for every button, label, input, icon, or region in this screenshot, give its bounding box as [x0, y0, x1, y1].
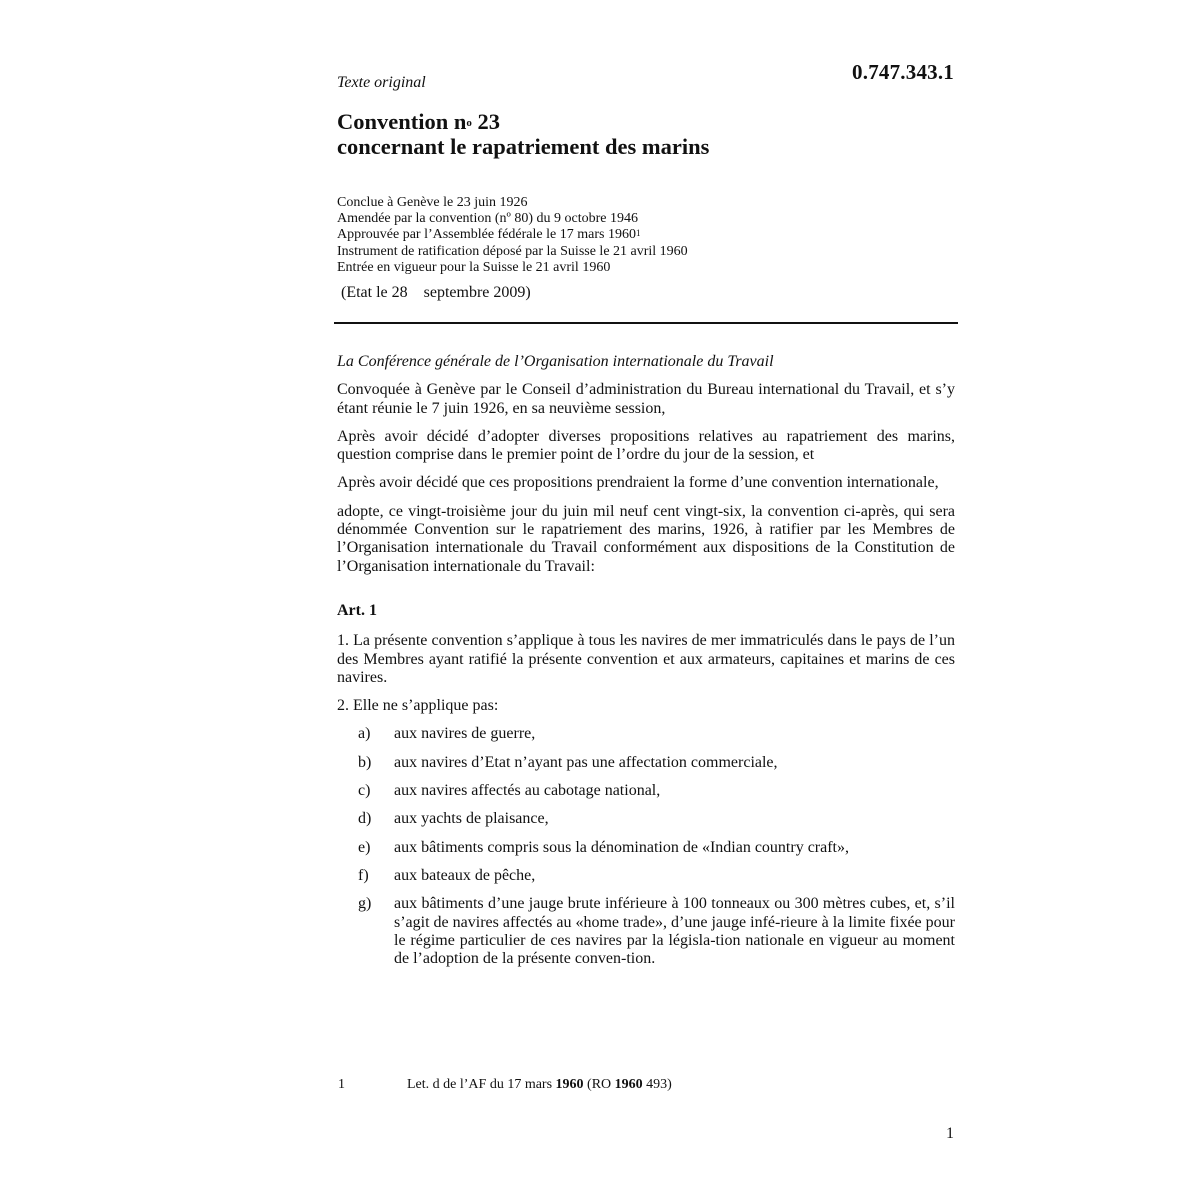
- footnote-suffix: 493): [642, 1077, 672, 1092]
- document-page: [337, 0, 958, 1200]
- meta-entry-into-force: Entrée en vigueur pour la Suisse le 21 avril 1960: [337, 259, 611, 275]
- list-item: [337, 810, 955, 828]
- page-number: 1: [946, 1125, 954, 1142]
- metadata-block: [337, 195, 688, 276]
- list-item-letter: d): [358, 810, 372, 828]
- list-item-text: aux navires d’Etat n’ayant pas une affectation commerciale,: [394, 753, 778, 771]
- preamble-heading: La Conférence générale de l’Organisation internationale du Travail: [337, 353, 774, 370]
- list-item: [337, 782, 955, 800]
- footnote-text: [407, 1077, 672, 1093]
- article-paragraph: 2. Elle ne s’applique pas:: [337, 697, 499, 715]
- list-item: [337, 725, 955, 743]
- list-item-letter: g): [358, 895, 372, 913]
- preamble-paragraph: Après avoir décidé d’adopter diverses propositions relatives au rapatriement des marins, question comprise dans le premier point de l’ordre du jour de la session, et: [337, 427, 955, 464]
- document-title: [337, 109, 709, 159]
- preamble-paragraph: adopte, ce vingt-troisième jour du juin mil neuf cent vingt-six, la convention ci-après, qui sera dénommée Convention sur le rapatriement des marins, 1926, à ratifier par les Membres de l’Organisation internationale du Travail conformément aux dispositions de la Constitution de l’Organisation internationale du Travail:: [337, 502, 955, 575]
- list-item-letter: b): [358, 753, 372, 771]
- meta-approved-line: [337, 227, 688, 243]
- list-item-letter: e): [358, 838, 371, 856]
- title-line-1: [337, 109, 709, 134]
- list-item-text: aux bâtiments d’une jauge brute inférieure à 100 tonneaux ou 300 mètres cubes, et, s’il s’agit de navires affectés au «home trade», d’une jauge infé-rieure à la limite fixée pour le régime particulier de ces navires par la législa-tion nationale en vigueur au moment de l’adoption de la présente conven-tion.: [394, 895, 955, 968]
- list-item-letter: f): [358, 866, 369, 884]
- title-line-2: concernant le rapatriement des marins: [337, 134, 710, 159]
- footnote-prefix: Let. d de l’AF du 17 mars: [407, 1077, 556, 1092]
- meta-concluded: Conclue à Genève le 23 juin 1926: [337, 195, 528, 210]
- meta-amended: Amendée par la convention (nº 80) du 9 octobre 1946: [337, 211, 638, 227]
- sr-number: 0.747.343.1: [852, 60, 954, 84]
- meta-approved: Approuvée par l’Assemblée fédérale le 17 mars 1960: [337, 227, 636, 243]
- list-item-letter: c): [358, 782, 371, 800]
- title-number: 23: [471, 109, 501, 134]
- list-item-text: aux bâtiments compris sous la dénomination de «Indian country craft»,: [394, 838, 849, 856]
- list-item: [337, 754, 955, 772]
- footnote-year-ro: 1960: [614, 1077, 643, 1092]
- original-text-label: Texte original: [337, 74, 426, 91]
- list-item: [337, 867, 955, 885]
- meta-ratification: Instrument de ratification déposé par la Suisse le 21 avril 1960: [337, 243, 688, 259]
- article-paragraph: 1. La présente convention s’applique à tous les navires de mer immatriculés dans le pays de l’un des Membres ayant ratifié la présente convention et aux armateurs, capitaines et marins de ces navires.: [337, 632, 955, 686]
- footnote-number: 1: [338, 1077, 345, 1092]
- footnote-year: 1960: [555, 1077, 584, 1092]
- list-item: [337, 839, 955, 857]
- header-divider: [334, 322, 958, 324]
- preamble-paragraph: Convoquée à Genève par le Conseil d’administration du Bureau international du Travail, et s’y étant réunie le 7 juin 1926, en sa neuvième session,: [337, 381, 955, 417]
- list-item-text: aux bateaux de pêche,: [394, 866, 536, 884]
- document-body: [337, 353, 955, 978]
- footnote-mid: (RO: [583, 1077, 615, 1092]
- list-item-text: aux navires affectés au cabotage national,: [394, 782, 661, 800]
- title-prefix: Convention n: [337, 109, 467, 134]
- list-item-text: aux yachts de plaisance,: [394, 810, 549, 828]
- list-item: [337, 895, 955, 968]
- title-superscript: o: [466, 117, 472, 129]
- state-date: (Etat le 28 septembre 2009): [341, 284, 531, 301]
- footnote-ref[interactable]: 1: [635, 228, 641, 239]
- article-title: Art. 1: [337, 601, 377, 619]
- preamble-paragraph: Après avoir décidé que ces propositions prendraient la forme d’une convention internationale,: [337, 474, 939, 492]
- exclusion-list: [337, 725, 955, 968]
- list-item-letter: a): [358, 725, 371, 743]
- list-item-text: aux navires de guerre,: [394, 725, 536, 743]
